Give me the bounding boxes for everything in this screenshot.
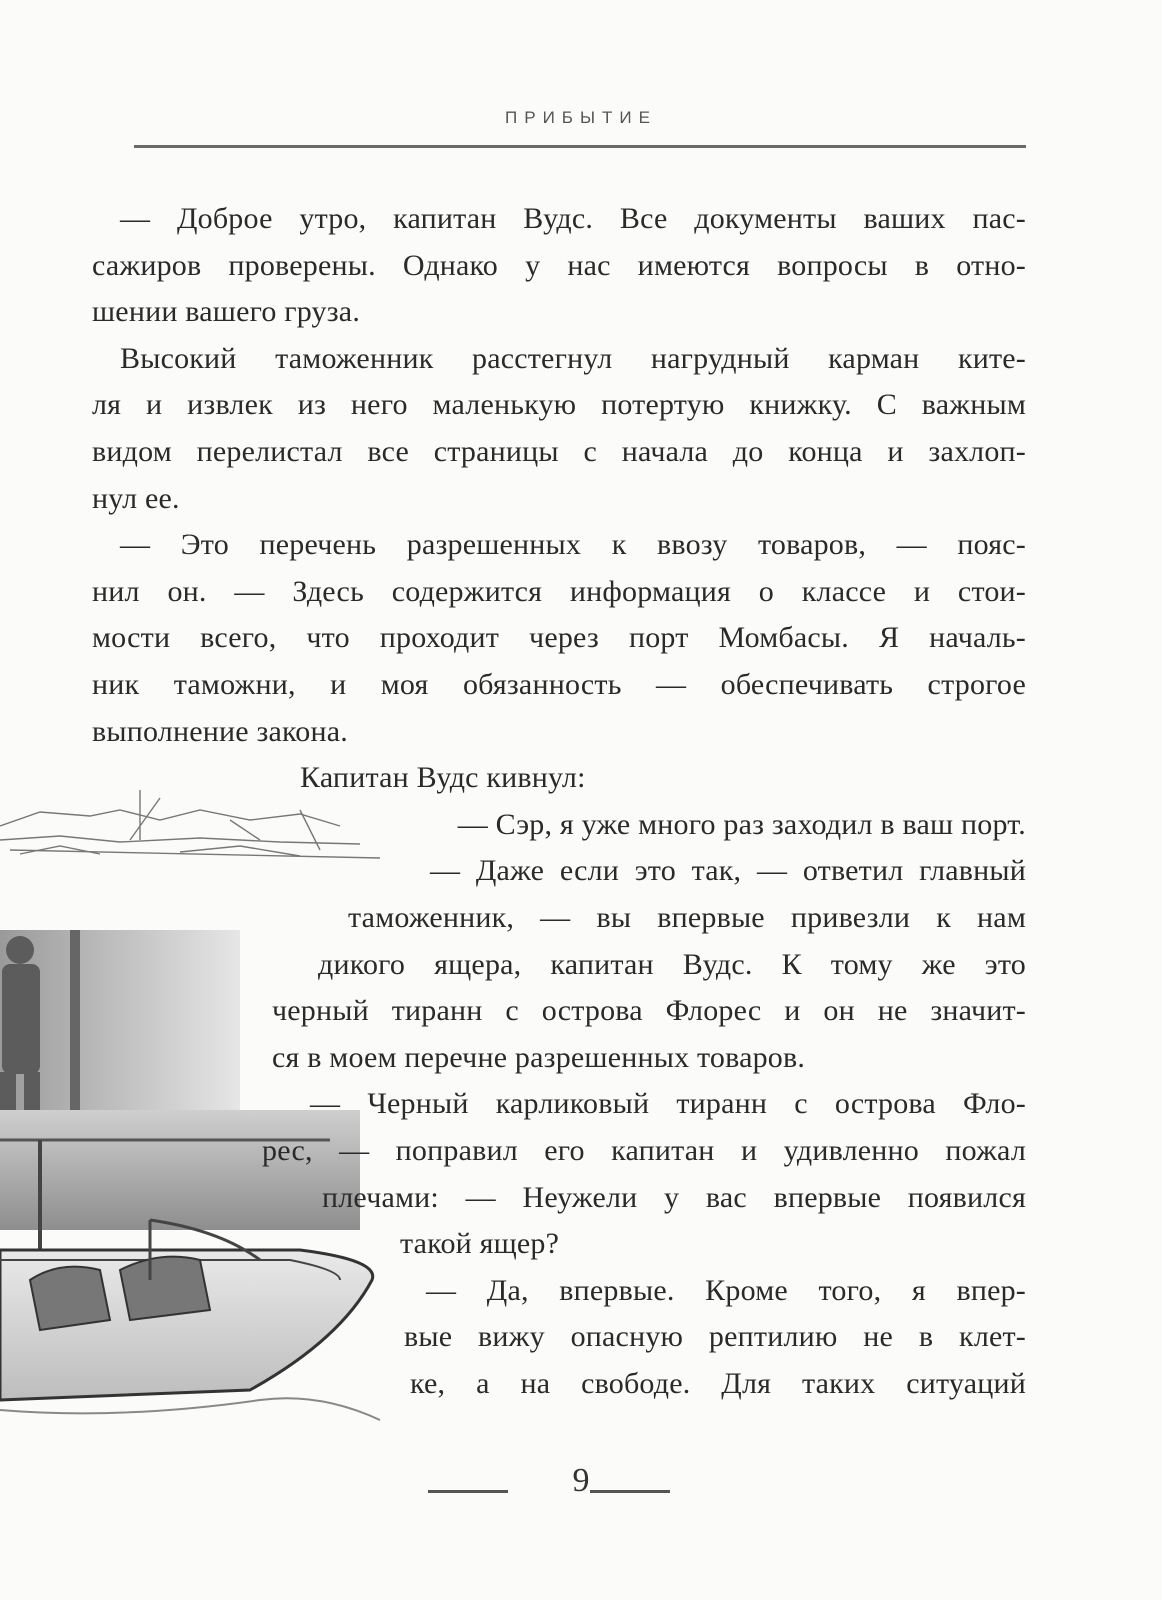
page-number: 9 [572,1462,590,1499]
text-line: такой ящер? [400,1227,560,1261]
text-line: — Даже если это так, — ответил главный [430,854,1026,888]
text-line: Капитан Вудс кивнул: [300,761,586,795]
text-line: дикого ящера, капитан Вудс. К тому же это [318,947,1026,981]
text-line: таможенник, — вы впервые привезли к нам [348,901,1026,934]
text-line: — Доброе утро, капитан Вудс. Все документы ваших пас- [120,202,1026,235]
text-line: нил он. — Здесь содержится информация о классе и стои- [92,574,1026,608]
text-line: рес, — поправил его капитан и удивленно пожал [262,1134,1026,1167]
running-head: ПРИБЫТИЕ [505,108,657,127]
text-line: черный тиранн с острова Флорес и он не значит- [272,994,1026,1028]
header-rule [134,145,1026,148]
text-line: нул ее. [92,481,180,515]
text-line: ке, а на свободе. Для таких ситуаций [410,1367,1026,1400]
text-line: ся в моем перечне разрешенных товаров. [272,1040,806,1074]
folio-rule-right [590,1490,670,1493]
text-line: видом перелистал все страницы с начала до конца и захлоп- [92,435,1026,468]
text-line: Высокий таможенник расстегнул нагрудный карман ките- [120,341,1026,375]
text-line: ля и извлек из него маленькую потертую книжку. С важным [92,388,1026,422]
text-line: мости всего, что проходит через порт Момбасы. Я началь- [92,621,1026,655]
text-line: вые вижу опасную рептилию не в клет- [404,1320,1026,1354]
text-line: плечами: — Неужели у вас впервые появился [322,1180,1026,1214]
text-line: шении вашего груза. [92,295,361,329]
text-line: — Да, впервые. Кроме того, я впер- [426,1273,1026,1307]
text-line: — Сэр, я уже много раз заходил в ваш порт. [457,807,1026,841]
text-line: сажиров проверены. Однако у нас имеются вопросы в отно- [92,248,1026,282]
text-line: выполнение закона. [92,714,348,748]
text-line: ник таможни, и моя обязанность — обеспечивать строгое [92,668,1026,701]
text-line: — Черный карликовый тиранн с острова Фло- [310,1087,1026,1121]
text-line: — Это перечень разрешенных к ввозу товаров, — пояс- [120,528,1026,562]
